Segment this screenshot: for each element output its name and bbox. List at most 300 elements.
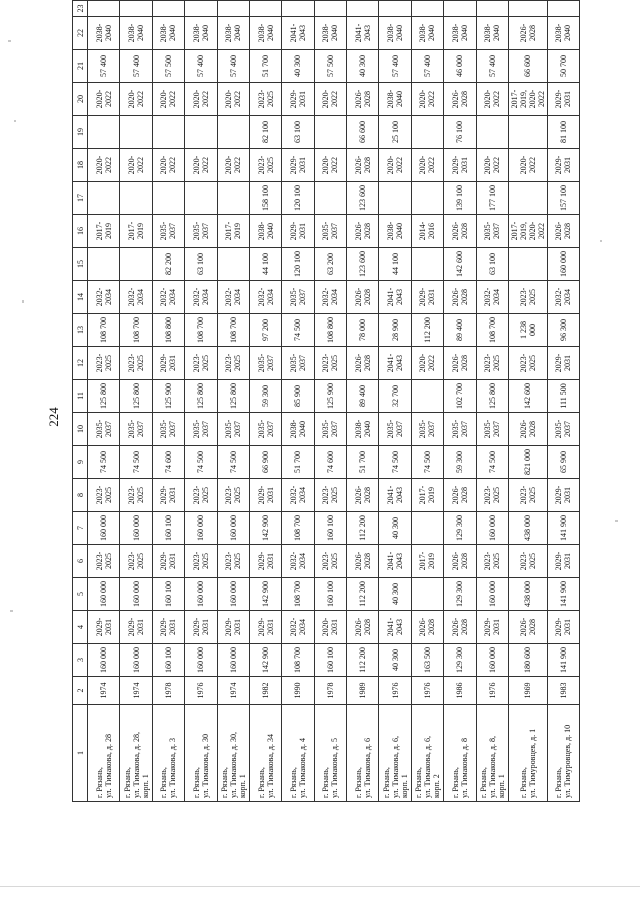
table-cell: 2023- 2025 [508, 545, 547, 578]
repair-schedule-table [72, 0, 580, 802]
table-cell: 125 800 [88, 380, 120, 413]
table-cell: 1989 [347, 677, 379, 705]
table-cell: 1 238 000 [508, 314, 547, 347]
table-cell [411, 512, 443, 545]
column-number-3: 3 [73, 644, 88, 677]
column-number-17: 17 [73, 182, 88, 215]
table-cell [282, 0, 314, 1]
table-cell: 74 500 [217, 446, 249, 479]
address-cell: г. Рязань, ул. Тимуровцев, д. 10 [547, 705, 579, 802]
table-cell: 2020- 2022 [152, 83, 184, 116]
table-cell: 123 600 [347, 248, 379, 281]
table-row [379, 0, 411, 802]
table-cell: 57 400 [88, 50, 120, 83]
table-cell [249, 0, 281, 1]
table-cell: 2026- 2028 [444, 611, 476, 644]
table-cell: 108 700 [282, 512, 314, 545]
table-cell: 2029- 2031 [249, 479, 281, 512]
table-cell: 2029- 2031 [547, 545, 579, 578]
table-cell: 160 000 [547, 248, 579, 281]
table-cell: 2032- 2034 [547, 281, 579, 314]
table-cell: 2029- 2031 [249, 545, 281, 578]
table-cell [476, 0, 508, 1]
table-cell: 2020- 2022 [217, 149, 249, 182]
table-cell: 108 700 [120, 314, 152, 347]
column-number-9: 9 [73, 446, 88, 479]
table-row [120, 0, 152, 802]
table-cell: 160 100 [152, 578, 184, 611]
address-cell: г. Рязань, ул. Тимакова, д. 6 [347, 705, 379, 802]
table-cell: 2023- 2025 [508, 347, 547, 380]
table-cell: 2020- 2022 [411, 149, 443, 182]
scan-edge-line [0, 886, 640, 887]
table-cell: 2014- 2016 [411, 215, 443, 248]
table-cell: 2035- 2037 [411, 413, 443, 446]
table-cell [120, 182, 152, 215]
table-cell: 2032- 2034 [185, 281, 217, 314]
table-cell: 123 600 [347, 182, 379, 215]
table-cell [185, 0, 217, 1]
table-cell: 2029- 2031 [152, 479, 184, 512]
table-cell: 160 000 [476, 644, 508, 677]
table-cell: 2020- 2022 [120, 149, 152, 182]
table-cell [508, 0, 547, 1]
table-cell: 59 300 [444, 446, 476, 479]
table-cell: 160 000 [88, 578, 120, 611]
table-cell [88, 116, 120, 149]
table-cell: 2026- 2028 [508, 611, 547, 644]
table-cell: 2029- 2031 [547, 611, 579, 644]
table-cell: 2035- 2037 [217, 413, 249, 446]
table-cell: 112 200 [411, 314, 443, 347]
table-cell: 177 100 [476, 182, 508, 215]
table-cell: 2023- 2025 [88, 545, 120, 578]
table-cell: 2020- 2022 [411, 347, 443, 380]
table-cell: 2035- 2037 [282, 347, 314, 380]
table-cell: 2023- 2025 [217, 545, 249, 578]
table-cell [185, 116, 217, 149]
table-cell: 2032- 2034 [282, 479, 314, 512]
table-cell: 40 300 [379, 644, 411, 677]
table-cell: 89 400 [347, 380, 379, 413]
table-cell: 57 400 [476, 50, 508, 83]
table-cell: 2026- 2028 [444, 545, 476, 578]
table-row [249, 0, 281, 802]
table-cell: 74 500 [476, 446, 508, 479]
scan-speck [10, 610, 13, 612]
table-cell [152, 1, 184, 17]
table-cell: 2029- 2031 [476, 611, 508, 644]
table-cell: 2035- 2037 [120, 413, 152, 446]
table-cell: 2038- 2040 [217, 17, 249, 50]
column-number-23: 23 [73, 1, 88, 17]
table-cell: 2035- 2037 [249, 413, 281, 446]
table-cell [217, 182, 249, 215]
table-cell: 2032- 2034 [120, 281, 152, 314]
table-cell: 1974 [217, 677, 249, 705]
table-cell: 1974 [88, 677, 120, 705]
table-cell: 2020- 2022 [476, 149, 508, 182]
table-cell: 112 200 [347, 644, 379, 677]
table-row [217, 0, 249, 802]
table-cell: 1976 [379, 677, 411, 705]
table-cell: 2038- 2040 [411, 17, 443, 50]
address-cell: г. Рязань, ул. Тимакова, д. 5 [314, 705, 346, 802]
table-cell: 2023- 2025 [120, 479, 152, 512]
table-cell [120, 116, 152, 149]
table-cell: 2032- 2034 [282, 545, 314, 578]
column-number-15: 15 [73, 248, 88, 281]
table-cell: 2020- 2022 [314, 83, 346, 116]
table-cell: 2029- 2031 [152, 347, 184, 380]
table-cell: 1986 [444, 677, 476, 705]
table-cell [185, 1, 217, 17]
table-cell: 160 100 [152, 512, 184, 545]
table-cell: 50 700 [547, 50, 579, 83]
table-cell: 57 500 [152, 50, 184, 83]
table-cell: 59 300 [249, 380, 281, 413]
table-cell: 2029- 2031 [217, 611, 249, 644]
column-number-row [73, 0, 88, 802]
table-cell: 160 100 [152, 644, 184, 677]
table-cell: 2026- 2028 [444, 347, 476, 380]
table-row [411, 0, 443, 802]
table-cell: 120 100 [282, 182, 314, 215]
table-cell [88, 0, 120, 1]
table-cell: 74 500 [411, 446, 443, 479]
table-cell [120, 1, 152, 17]
table-cell [411, 1, 443, 17]
table-cell: 1976 [185, 677, 217, 705]
table-cell: 82 100 [249, 116, 281, 149]
table-row [88, 0, 120, 802]
table-cell: 2029- 2031 [411, 281, 443, 314]
table-cell [152, 116, 184, 149]
table-cell [217, 248, 249, 281]
table-row [444, 0, 476, 802]
table-cell: 78 000 [347, 314, 379, 347]
table-cell [120, 248, 152, 281]
table-cell: 160 100 [314, 578, 346, 611]
address-cell: г. Рязань, ул. Тимакова, д. 30 [185, 705, 217, 802]
table-cell: 2020- 2022 [152, 149, 184, 182]
table-cell: 2038- 2040 [282, 413, 314, 446]
table-cell: 2026- 2028 [347, 83, 379, 116]
table-cell: 2035- 2037 [379, 413, 411, 446]
table-cell: 2023- 2025 [476, 347, 508, 380]
table-cell: 2035- 2037 [88, 413, 120, 446]
table-cell [508, 248, 547, 281]
table-cell: 2029- 2031 [547, 149, 579, 182]
table-cell: 76 100 [444, 116, 476, 149]
table-cell: 2035- 2037 [314, 413, 346, 446]
table-cell: 129 300 [444, 578, 476, 611]
table-row [314, 0, 346, 802]
table-cell: 142 900 [249, 512, 281, 545]
table-cell [347, 1, 379, 17]
table-cell: 160 000 [120, 644, 152, 677]
table-cell: 63 100 [476, 248, 508, 281]
table-cell: 2041- 2043 [379, 479, 411, 512]
column-number-20: 20 [73, 83, 88, 116]
table-cell: 44 100 [249, 248, 281, 281]
table-cell: 2023- 2025 [314, 479, 346, 512]
table-cell: 97 200 [249, 314, 281, 347]
column-number-5: 5 [73, 578, 88, 611]
table-cell: 2017- 2019 [411, 545, 443, 578]
table-cell [379, 0, 411, 1]
table-cell: 65 900 [547, 446, 579, 479]
table-cell: 160 000 [120, 512, 152, 545]
table-cell: 40 300 [379, 512, 411, 545]
table-cell: 108 800 [314, 314, 346, 347]
table-cell: 2023- 2025 [314, 347, 346, 380]
table-cell: 2023- 2025 [185, 479, 217, 512]
table-cell: 2038- 2040 [347, 413, 379, 446]
table-cell: 111 500 [547, 380, 579, 413]
table-cell: 2029- 2031 [88, 611, 120, 644]
column-number-24 [73, 0, 88, 1]
table-cell: 163 500 [411, 644, 443, 677]
table-cell: 160 000 [185, 644, 217, 677]
table-container [72, 4, 580, 802]
table-cell: 2035- 2037 [476, 215, 508, 248]
column-number-18: 18 [73, 149, 88, 182]
table-cell: 160 000 [476, 578, 508, 611]
table-cell: 2029- 2031 [547, 83, 579, 116]
page-number: 224 [46, 407, 61, 427]
table-cell: 2023- 2025 [476, 479, 508, 512]
table-cell: 2038- 2040 [379, 17, 411, 50]
table-cell: 108 700 [476, 314, 508, 347]
table-cell: 57 400 [411, 50, 443, 83]
table-cell: 2038- 2040 [152, 17, 184, 50]
table-cell: 160 000 [217, 578, 249, 611]
table-cell: 57 500 [314, 50, 346, 83]
table-cell [347, 0, 379, 1]
table-cell: 2041- 2043 [379, 545, 411, 578]
column-number-10: 10 [73, 413, 88, 446]
table-cell [508, 116, 547, 149]
table-cell: 2032- 2034 [217, 281, 249, 314]
table-cell: 81 100 [547, 116, 579, 149]
table-cell [379, 1, 411, 17]
column-number-16: 16 [73, 215, 88, 248]
table-cell: 2020- 2031 [314, 611, 346, 644]
table-cell: 2026- 2028 [347, 479, 379, 512]
table-cell: 2029- 2031 [444, 149, 476, 182]
table-cell: 2035- 2037 [152, 215, 184, 248]
table-cell: 160 100 [314, 512, 346, 545]
table-row [476, 0, 508, 802]
table-cell [411, 578, 443, 611]
table-cell: 2035- 2037 [476, 413, 508, 446]
scan-speck [8, 40, 11, 42]
table-cell: 57 400 [185, 50, 217, 83]
table-cell: 1978 [314, 677, 346, 705]
address-cell: г. Рязань, ул. Тимакова, д. 4 [282, 705, 314, 802]
table-cell: 2029- 2031 [152, 545, 184, 578]
table-cell [508, 1, 547, 17]
table-cell [314, 0, 346, 1]
table-cell: 2032- 2034 [249, 281, 281, 314]
table-cell: 44 100 [379, 248, 411, 281]
table-cell: 2041- 2043 [379, 611, 411, 644]
table-cell: 821 000 [508, 446, 547, 479]
table-cell: 108 700 [217, 314, 249, 347]
table-cell: 2020- 2022 [88, 149, 120, 182]
table-cell: 142 900 [249, 578, 281, 611]
table-cell: 74 500 [282, 314, 314, 347]
table-cell: 2035- 2037 [249, 347, 281, 380]
table-cell: 2026- 2028 [508, 413, 547, 446]
table-cell: 2026- 2028 [547, 215, 579, 248]
table-cell: 51 700 [282, 446, 314, 479]
address-cell: г. Рязань, ул. Тимакова, д. 8, корп. 1 [476, 705, 508, 802]
table-cell [217, 116, 249, 149]
table-cell: 160 000 [217, 644, 249, 677]
table-cell: 2041- 2043 [379, 281, 411, 314]
table-cell: 2038- 2040 [249, 17, 281, 50]
table-cell: 2035- 2037 [547, 413, 579, 446]
table-cell: 2020- 2022 [411, 83, 443, 116]
table-cell [217, 0, 249, 1]
table-cell: 1982 [249, 677, 281, 705]
table-cell [282, 1, 314, 17]
table-cell [476, 1, 508, 17]
table-cell [185, 182, 217, 215]
table-cell: 2026- 2028 [347, 545, 379, 578]
table-cell: 157 100 [547, 182, 579, 215]
table-cell: 160 000 [476, 512, 508, 545]
table-cell: 2029- 2031 [185, 611, 217, 644]
table-row [282, 0, 314, 802]
table-cell: 63 200 [314, 248, 346, 281]
table-cell: 120 100 [282, 248, 314, 281]
column-number-4: 4 [73, 611, 88, 644]
table-cell: 158 100 [249, 182, 281, 215]
column-number-1: 1 [73, 705, 88, 802]
table-cell [249, 1, 281, 17]
table-cell: 2032- 2034 [476, 281, 508, 314]
table-cell: 82 200 [152, 248, 184, 281]
table-cell: 1969 [508, 677, 547, 705]
table-cell: 2029- 2031 [547, 347, 579, 380]
table-cell: 112 200 [347, 578, 379, 611]
table-cell: 2026- 2028 [411, 611, 443, 644]
table-cell: 2035- 2037 [152, 413, 184, 446]
address-cell: г. Рязань, ул. Тимакова, д. 28 [88, 705, 120, 802]
table-cell: 125 800 [476, 380, 508, 413]
table-cell: 2020- 2022 [314, 149, 346, 182]
address-cell: г. Рязань, ул. Тимакова, д. 8 [444, 705, 476, 802]
table-row [347, 0, 379, 802]
table-cell: 51 700 [249, 50, 281, 83]
table-cell: 74 500 [379, 446, 411, 479]
table-cell: 2023- 2025 [185, 545, 217, 578]
table-cell: 2020- 2022 [217, 83, 249, 116]
table-cell: 125 800 [217, 380, 249, 413]
table-cell: 2023- 2025 [508, 479, 547, 512]
table-cell [411, 116, 443, 149]
table-cell [411, 0, 443, 1]
table-cell: 74 500 [185, 446, 217, 479]
table-cell: 2026- 2028 [444, 83, 476, 116]
table-cell: 1990 [282, 677, 314, 705]
table-cell: 2032- 2034 [152, 281, 184, 314]
table-cell: 57 400 [217, 50, 249, 83]
table-cell [547, 0, 579, 1]
table-cell: 25 100 [379, 116, 411, 149]
table-cell [88, 182, 120, 215]
table-cell: 28 900 [379, 314, 411, 347]
table-row [152, 0, 184, 802]
column-number-22: 22 [73, 17, 88, 50]
table-cell [476, 116, 508, 149]
table-cell: 125 800 [185, 380, 217, 413]
address-cell: г. Рязань, ул. Тимакова, д. 30, корп. 1 [217, 705, 249, 802]
table-cell: 2038- 2040 [547, 17, 579, 50]
table-cell: 2038- 2040 [249, 215, 281, 248]
table-row [547, 0, 579, 802]
table-cell: 108 700 [282, 644, 314, 677]
table-cell: 2038- 2040 [476, 17, 508, 50]
table-cell: 129 300 [444, 512, 476, 545]
table-cell [547, 1, 579, 17]
scan-speck [14, 120, 16, 122]
table-cell: 89 400 [444, 314, 476, 347]
table-cell: 2038- 2040 [379, 215, 411, 248]
table-cell: 2029- 2031 [282, 215, 314, 248]
table-cell: 2017- 2019, 2020- 2022 [508, 83, 547, 116]
column-number-21: 21 [73, 50, 88, 83]
table-cell [217, 1, 249, 17]
table-cell: 40 300 [282, 50, 314, 83]
table-cell: 74 500 [120, 446, 152, 479]
table-cell: 1976 [476, 677, 508, 705]
table-cell: 63 100 [282, 116, 314, 149]
table-cell: 141 900 [547, 644, 579, 677]
table-cell: 2020- 2022 [88, 83, 120, 116]
column-number-11: 11 [73, 380, 88, 413]
table-cell [120, 0, 152, 1]
table-cell: 180 600 [508, 644, 547, 677]
column-number-14: 14 [73, 281, 88, 314]
table-cell: 2038- 2040 [444, 17, 476, 50]
table-cell: 2020- 2022 [185, 83, 217, 116]
table-cell: 141 900 [547, 512, 579, 545]
table-cell: 2035- 2037 [282, 281, 314, 314]
table-cell: 2023- 2025 [476, 545, 508, 578]
table-cell: 108 800 [152, 314, 184, 347]
table-cell: 160 000 [88, 644, 120, 677]
table-cell: 2026- 2028 [347, 347, 379, 380]
table-cell: 142 600 [508, 380, 547, 413]
table-cell: 2026- 2028 [347, 281, 379, 314]
table-cell: 2020- 2022 [379, 149, 411, 182]
table-cell: 2023- 2025 [217, 347, 249, 380]
table-cell: 2029- 2031 [120, 611, 152, 644]
table-cell: 57 400 [379, 50, 411, 83]
table-cell: 2017- 2019 [120, 215, 152, 248]
table-cell: 66 600 [508, 50, 547, 83]
table-cell: 2041- 2043 [282, 17, 314, 50]
column-number-2: 2 [73, 677, 88, 705]
table-cell: 57 400 [120, 50, 152, 83]
column-number-8: 8 [73, 479, 88, 512]
table-cell: 2026- 2028 [444, 479, 476, 512]
table-cell [379, 182, 411, 215]
